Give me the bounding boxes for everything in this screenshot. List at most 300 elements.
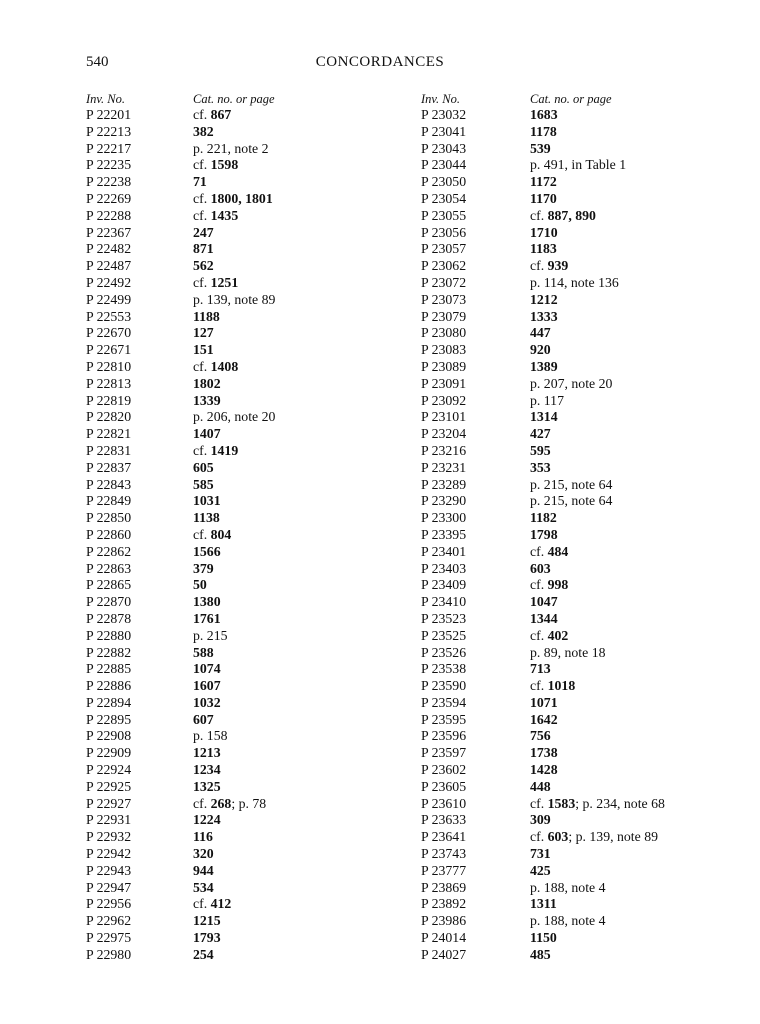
concordance-rows [86, 107, 396, 964]
concordance-row [421, 409, 731, 426]
catalogue-number: 1314 [530, 409, 558, 425]
catalogue-number: 1032 [193, 694, 221, 710]
catalogue-number: 1138 [193, 510, 220, 526]
catalogue-number: 1071 [530, 694, 558, 710]
catalogue-reference [193, 510, 220, 527]
inventory-number: P 22235 [86, 157, 132, 173]
inventory-number: P 23083 [421, 342, 467, 358]
catalogue-reference [530, 796, 665, 813]
concordance-row [86, 141, 396, 158]
concordance-row [86, 812, 396, 829]
catalogue-reference [193, 829, 213, 846]
reference-text: p. 215, note 64 [530, 493, 613, 509]
column-header [421, 90, 731, 107]
catalogue-number: 50 [193, 577, 207, 593]
inventory-number: P 23596 [421, 728, 467, 744]
catalogue-number: 603 [530, 560, 551, 576]
reference-text: p. 188, note 4 [530, 879, 606, 895]
concordance-row [421, 426, 731, 443]
inventory-number: P 22487 [86, 258, 132, 274]
reference-text: cf. [530, 678, 548, 694]
concordance-row [421, 947, 731, 964]
catalogue-number: 247 [193, 224, 214, 240]
concordance-row [421, 611, 731, 628]
catalogue-reference [530, 561, 551, 578]
inventory-number: P 22269 [86, 190, 132, 206]
inventory-number: P 23050 [421, 174, 467, 190]
concordance-row [86, 628, 396, 645]
concordance-row [421, 124, 731, 141]
catalogue-reference [193, 896, 231, 913]
inventory-number: P 23597 [421, 745, 467, 761]
catalogue-reference [530, 812, 551, 829]
reference-text: cf. [193, 358, 211, 374]
concordance-row [86, 292, 396, 309]
inventory-number: P 23044 [421, 157, 467, 173]
inventory-number: P 23526 [421, 644, 467, 660]
inventory-number: P 23538 [421, 661, 467, 677]
inventory-number: P 22878 [86, 610, 132, 626]
inventory-number: P 22850 [86, 510, 132, 526]
concordance-row [421, 762, 731, 779]
concordance-row [421, 342, 731, 359]
catalogue-reference [530, 745, 558, 762]
reference-text: cf. [193, 190, 211, 206]
catalogue-reference [193, 258, 214, 275]
concordance-row [421, 157, 731, 174]
concordance-row [421, 174, 731, 191]
catalogue-number: 920 [530, 342, 551, 358]
concordance-row [86, 342, 396, 359]
catalogue-reference [530, 241, 557, 258]
catalogue-reference [530, 409, 558, 426]
reference-text: cf. [193, 896, 211, 912]
inventory-number: P 23062 [421, 258, 467, 274]
catalogue-number: 939 [547, 258, 569, 274]
concordance-row [421, 846, 731, 863]
catalogue-number: 585 [193, 476, 214, 492]
catalogue-reference [193, 477, 214, 494]
catalogue-number: 447 [530, 325, 551, 341]
concordance-row [421, 812, 731, 829]
catalogue-number: 353 [530, 459, 551, 475]
catalogue-reference [193, 880, 214, 897]
catalogue-reference [193, 241, 214, 258]
catalogue-reference [530, 544, 568, 561]
catalogue-number: 1224 [193, 812, 221, 828]
inventory-number: P 23032 [421, 107, 467, 122]
catalogue-reference [193, 124, 214, 141]
catalogue-number: 1344 [530, 610, 558, 626]
inventory-number: P 22671 [86, 342, 132, 358]
inventory-number: P 22670 [86, 325, 132, 341]
concordance-row [86, 426, 396, 443]
catalogue-number: 425 [530, 862, 551, 878]
concordance-row [421, 645, 731, 662]
catalogue-number: 713 [530, 661, 551, 677]
catalogue-number: 320 [193, 846, 214, 862]
catalogue-number: 127 [193, 325, 214, 341]
inventory-number: P 23091 [421, 375, 467, 391]
inventory-number: P 22956 [86, 896, 132, 912]
inventory-number: P 22882 [86, 644, 132, 660]
concordance-row [86, 157, 396, 174]
concordance-row [86, 611, 396, 628]
running-head: CONCORDANCES [315, 54, 445, 70]
concordance-row [86, 527, 396, 544]
reference-text: ; p. 234, note 68 [575, 795, 665, 811]
concordance-row [421, 510, 731, 527]
catalogue-reference [193, 493, 221, 510]
inventory-number: P 22819 [86, 392, 132, 408]
inventory-number: P 23595 [421, 711, 467, 727]
catalogue-reference [193, 174, 207, 191]
catalogue-reference [530, 880, 606, 897]
catalogue-number: 562 [193, 258, 214, 274]
catalogue-reference [530, 258, 568, 275]
catalogue-number: 1710 [530, 224, 558, 240]
reference-text: ; p. 78 [231, 795, 267, 811]
catalogue-number: 1215 [193, 913, 221, 929]
catalogue-reference [530, 947, 551, 964]
concordance-row [421, 577, 731, 594]
inventory-number: P 22962 [86, 913, 132, 929]
reference-text: p. 89, note 18 [530, 644, 606, 660]
catalogue-reference [193, 645, 214, 662]
catalogue-number: 1182 [530, 510, 557, 526]
concordance-row [86, 309, 396, 326]
catalogue-reference [193, 225, 214, 242]
reference-text: p. 117 [530, 392, 564, 408]
catalogue-reference [193, 762, 221, 779]
concordance-row [86, 661, 396, 678]
catalogue-number: 1428 [530, 762, 558, 778]
catalogue-number: 871 [193, 241, 214, 257]
catalogue-number: 412 [210, 896, 232, 912]
catalogue-reference [530, 628, 568, 645]
concordance-row [421, 594, 731, 611]
cat-no-header: Cat. no. or page [530, 92, 612, 106]
reference-text: p. 491, in Table 1 [530, 157, 627, 173]
catalogue-reference [193, 141, 269, 158]
concordance-row [86, 241, 396, 258]
concordance-row [86, 863, 396, 880]
concordance-row [421, 292, 731, 309]
catalogue-reference [193, 712, 214, 729]
inventory-number: P 23054 [421, 190, 467, 206]
concordance-row [86, 409, 396, 426]
catalogue-number: 1339 [193, 392, 221, 408]
inventory-number: P 23892 [421, 896, 467, 912]
catalogue-reference [193, 913, 221, 930]
catalogue-reference [530, 208, 596, 225]
inventory-number: P 23041 [421, 123, 467, 139]
inventory-number: P 22821 [86, 426, 132, 442]
reference-text: p. 158 [193, 728, 228, 744]
catalogue-reference [530, 426, 551, 443]
catalogue-reference [530, 678, 575, 695]
reference-text: p. 221, note 2 [193, 140, 269, 156]
inventory-number: P 22499 [86, 291, 132, 307]
catalogue-number: 1047 [530, 594, 558, 610]
reference-text: cf. [193, 157, 211, 173]
catalogue-reference [530, 107, 558, 124]
catalogue-reference [193, 376, 221, 393]
catalogue-number: 1188 [193, 308, 220, 324]
catalogue-reference [530, 829, 658, 846]
catalogue-number: 484 [547, 543, 569, 559]
inventory-number: P 22927 [86, 795, 132, 811]
inventory-number: P 22947 [86, 879, 132, 895]
catalogue-number: 1607 [193, 678, 221, 694]
catalogue-number: 448 [530, 778, 551, 794]
concordance-row [421, 141, 731, 158]
inventory-number: P 22831 [86, 442, 132, 458]
concordance-row [86, 896, 396, 913]
catalogue-reference [193, 863, 214, 880]
concordance-row [86, 594, 396, 611]
catalogue-reference [193, 208, 238, 225]
catalogue-reference [530, 325, 551, 342]
catalogue-reference [530, 359, 558, 376]
catalogue-number: 1380 [193, 594, 221, 610]
inventory-number: P 23216 [421, 442, 467, 458]
concordance-row [86, 460, 396, 477]
concordance-row [86, 275, 396, 292]
inventory-number: P 22288 [86, 207, 132, 223]
concordance-row [421, 728, 731, 745]
catalogue-number: 1031 [193, 493, 221, 509]
concordance-row [86, 779, 396, 796]
concordance-row [86, 913, 396, 930]
inventory-number: P 22217 [86, 140, 132, 156]
catalogue-reference [530, 460, 551, 477]
catalogue-number: 254 [193, 946, 214, 962]
catalogue-number: 1150 [530, 930, 557, 946]
inventory-number: P 22980 [86, 946, 132, 962]
reference-text: cf. [530, 627, 548, 643]
catalogue-number: 1802 [193, 375, 221, 391]
inventory-number: P 22975 [86, 930, 132, 946]
concordance-row [421, 460, 731, 477]
inventory-number: P 22213 [86, 123, 132, 139]
inventory-number: P 23777 [421, 862, 467, 878]
concordance-row [86, 829, 396, 846]
inventory-number: P 22865 [86, 577, 132, 593]
inventory-number: P 22870 [86, 594, 132, 610]
catalogue-reference [530, 930, 557, 947]
catalogue-reference [193, 628, 228, 645]
inventory-number: P 24027 [421, 946, 467, 962]
concordance-row [421, 796, 731, 813]
concordance-row [86, 510, 396, 527]
concordance-row [86, 930, 396, 947]
inventory-number: P 22932 [86, 829, 132, 845]
concordance-row [86, 678, 396, 695]
reference-text: cf. [193, 207, 211, 223]
catalogue-reference [193, 846, 214, 863]
catalogue-reference [530, 141, 551, 158]
concordance-row [86, 695, 396, 712]
concordance-row [86, 124, 396, 141]
concordance-row [421, 443, 731, 460]
catalogue-reference [530, 292, 558, 309]
catalogue-reference [530, 174, 557, 191]
inventory-number: P 23043 [421, 140, 467, 156]
concordance-row [421, 913, 731, 930]
catalogue-reference [530, 712, 558, 729]
reference-text: cf. [193, 526, 211, 542]
reference-text: p. 215, note 64 [530, 476, 613, 492]
inventory-number: P 22925 [86, 778, 132, 794]
inventory-number: P 22942 [86, 846, 132, 862]
concordance-row [421, 561, 731, 578]
catalogue-reference [193, 460, 214, 477]
catalogue-reference [193, 527, 231, 544]
concordance-row [86, 645, 396, 662]
catalogue-reference [193, 191, 273, 208]
inventory-number: P 23594 [421, 694, 467, 710]
concordance-row [86, 493, 396, 510]
catalogue-reference [530, 913, 606, 930]
concordance-row [421, 107, 731, 124]
reference-text: p. 139, note 89 [193, 291, 276, 307]
inventory-number: P 23410 [421, 594, 467, 610]
catalogue-number: 1583 [547, 795, 576, 811]
catalogue-number: 1172 [530, 174, 557, 190]
concordance-row [421, 930, 731, 947]
concordance-row [421, 208, 731, 225]
catalogue-number: 379 [193, 560, 214, 576]
inventory-number: P 23055 [421, 207, 467, 223]
catalogue-number: 534 [193, 879, 214, 895]
concordance-row [86, 477, 396, 494]
concordance-row [86, 174, 396, 191]
catalogue-reference [530, 493, 612, 510]
reference-text: cf. [530, 829, 548, 845]
inventory-number: P 23079 [421, 308, 467, 324]
concordance-row [421, 191, 731, 208]
catalogue-number: 1793 [193, 930, 221, 946]
concordance-row [86, 846, 396, 863]
catalogue-reference [530, 695, 558, 712]
concordance-row [421, 880, 731, 897]
concordance-row [421, 258, 731, 275]
concordance-row [86, 728, 396, 745]
catalogue-number: 867 [210, 107, 232, 122]
reference-text: p. 215 [193, 627, 228, 643]
inventory-number: P 23057 [421, 241, 467, 257]
catalogue-reference [193, 409, 275, 426]
catalogue-number: 1408 [210, 358, 239, 374]
catalogue-reference [193, 695, 221, 712]
inventory-number: P 23089 [421, 358, 467, 374]
catalogue-reference [530, 124, 557, 141]
concordance-row [86, 745, 396, 762]
inventory-number: P 23409 [421, 577, 467, 593]
catalogue-reference [193, 443, 238, 460]
catalogue-number: 1234 [193, 762, 221, 778]
catalogue-reference [530, 275, 619, 292]
concordance-row [421, 393, 731, 410]
catalogue-reference [193, 393, 221, 410]
concordance-row [86, 325, 396, 342]
catalogue-reference [530, 896, 557, 913]
concordance-row [86, 191, 396, 208]
inventory-number: P 22880 [86, 627, 132, 643]
catalogue-reference [530, 594, 558, 611]
catalogue-reference [193, 796, 266, 813]
catalogue-number: 1018 [547, 678, 576, 694]
inventory-number: P 22201 [86, 107, 132, 122]
inventory-number: P 23395 [421, 526, 467, 542]
reference-text: cf. [530, 795, 548, 811]
concordance-row [86, 561, 396, 578]
concordance-row [421, 863, 731, 880]
inventory-number: P 22553 [86, 308, 132, 324]
catalogue-number: 1170 [530, 190, 557, 206]
inventory-number: P 23590 [421, 678, 467, 694]
concordance-column-right [421, 90, 731, 964]
catalogue-number: 151 [193, 342, 214, 358]
catalogue-number: 268 [210, 795, 232, 811]
catalogue-number: 944 [193, 862, 214, 878]
catalogue-number: 1761 [193, 610, 221, 626]
catalogue-reference [530, 645, 606, 662]
concordance-row [86, 796, 396, 813]
catalogue-reference [530, 510, 557, 527]
concordance-row [421, 275, 731, 292]
catalogue-number: 1074 [193, 661, 221, 677]
catalogue-reference [193, 678, 221, 695]
catalogue-number: 1419 [210, 442, 239, 458]
catalogue-reference [193, 544, 221, 561]
concordance-row [421, 544, 731, 561]
inventory-number: P 22885 [86, 661, 132, 677]
inventory-number: P 23403 [421, 560, 467, 576]
reference-text: p. 206, note 20 [193, 409, 276, 425]
catalogue-reference [193, 947, 214, 964]
catalogue-reference [193, 426, 221, 443]
inventory-number: P 22843 [86, 476, 132, 492]
concordance-row [421, 376, 731, 393]
concordance-row [86, 947, 396, 964]
catalogue-reference [193, 779, 221, 796]
catalogue-reference [193, 342, 214, 359]
catalogue-reference [193, 309, 220, 326]
catalogue-number: 1435 [210, 207, 239, 223]
catalogue-reference [530, 846, 551, 863]
catalogue-reference [193, 577, 207, 594]
catalogue-number: 1598 [210, 157, 239, 173]
reference-text: p. 114, note 136 [530, 274, 619, 290]
catalogue-number: 595 [530, 442, 551, 458]
catalogue-reference [530, 661, 551, 678]
catalogue-number: 1333 [530, 308, 558, 324]
catalogue-number: 1213 [193, 745, 221, 761]
catalogue-reference [530, 443, 551, 460]
catalogue-reference [530, 157, 626, 174]
catalogue-number: 427 [530, 426, 551, 442]
inventory-number: P 24014 [421, 930, 467, 946]
concordance-row [86, 376, 396, 393]
catalogue-number: 382 [193, 123, 214, 139]
catalogue-number: 1311 [530, 896, 557, 912]
inv-no-header: Inv. No. [86, 92, 125, 106]
concordance-column-left [86, 90, 396, 964]
catalogue-reference [530, 779, 551, 796]
catalogue-number: 485 [530, 946, 551, 962]
